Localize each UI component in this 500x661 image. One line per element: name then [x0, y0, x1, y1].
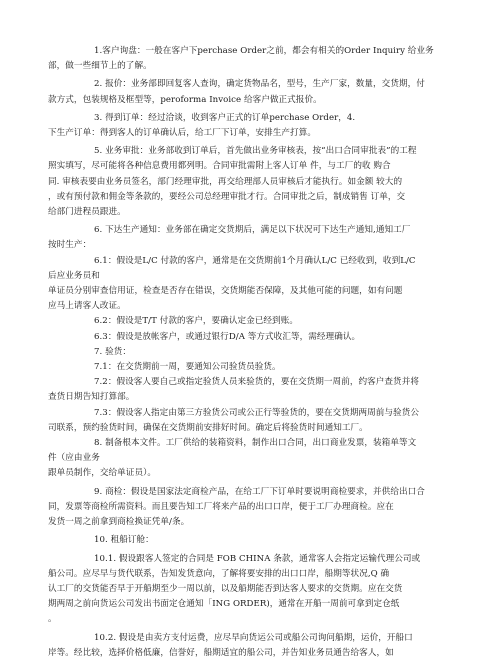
paragraph-7-heading: 7. 验货： — [94, 346, 132, 357]
paragraph-6-1-line-2: 后应业务员和 — [48, 270, 100, 281]
paragraph-6-line-2: 按时生产： — [48, 240, 92, 251]
paragraph-7-2-line-1: 7.2：假设客人要自己或指定验货人员来验货的，要在交货期一周前，约客户查货并将 — [94, 377, 419, 388]
paragraph-6-2: 6.2：假设是T/T 付款的客户，要确认定金已经到账。 — [94, 316, 298, 327]
paragraph-8-line-1: 8. 制备根本文件。工厂供给的装箱资料，制作出口合同，出口商业发票，装箱单等文 — [94, 438, 417, 449]
paragraph-2-line-1: 2. 报价：业务部即回复客人查询，确定货物品名，型号，生产厂家，数量，交货期，付 — [94, 79, 425, 90]
paragraph-8-line-3: 跟单员制作，交给单证员）。 — [48, 468, 157, 479]
paragraph-10-1-line-5: 。 — [48, 614, 57, 625]
paragraph-4-line-1: 下生产订单：得到客人的订单确认后，给工厂下订单，安排生产打算。 — [48, 128, 316, 139]
paragraph-9-line-1: 9. 商检：假设是国家法定商检产品，在给工厂下订单时要说明商检要求，并供给出口合 — [94, 486, 425, 497]
paragraph-6-3: 6.3：假设是放帐客户，或通过银行D/A 等方式收汇等，需经理确认。 — [94, 331, 361, 342]
paragraph-7-3-line-1: 7.3：假设客人指定由第三方验货公司或公正行等验货的，要在交货期两周前与验货公 — [94, 407, 419, 418]
paragraph-10-2-line-2: 岸等。经比较，选择价格低廉，信誉好，船期适宜的船公司，并告知业务员通告给客人，如 — [48, 647, 394, 658]
paragraph-1-line-2: 部，做一些细节上的了解。 — [48, 61, 152, 72]
paragraph-7-1: 7.1：在交货期前一周，要通知公司验货员验货。 — [94, 362, 281, 373]
paragraph-2-line-2: 款方式，包装规格及框型等，peroforma Invoice 给客户做正式报价。 — [48, 94, 322, 105]
paragraph-10-heading: 10. 租船订舱： — [94, 535, 154, 546]
paragraph-9-line-2: 同，发票等商检所需资料。而且要告知工厂将来产品的出口口岸，便于工厂办理商检。应在 — [48, 501, 394, 512]
document-body — [48, 44, 448, 661]
paragraph-10-1-line-3: 认工厂的交货能否早于开船期至少一周以前，以及船期能否到达客人要求的交货期。应在交货 — [48, 583, 403, 594]
paragraph-5-line-4: ，或有预付款和佣金等条款的，要经公司总经理审批才行。合同审批之后，制成销售 订单，交 — [48, 191, 406, 202]
paragraph-5-line-1: 5. 业务审批：业务部收到订单后，首先做出业务审核表，按“出口合同审批表”的工程 — [94, 146, 417, 157]
paragraph-10-1-line-4: 期两周之前向货运公司发出书面定仓通知「ING ORDER)，通常在开船一周前可拿到定仓纸 — [48, 599, 400, 610]
paragraph-5-line-3: 同. 审核表要由业务员签名，部门经理审批，再交给理部人员审核后才能执行。如金额 较大的 — [48, 176, 403, 187]
paragraph-8-line-2: 件（应由业务 — [48, 453, 100, 464]
paragraph-3-line-1: 3. 得到订单：经过洽谈，收到客户正式的订单perchase Order，4. — [94, 112, 356, 123]
paragraph-6-1-line-4: 应马上请客人改证。 — [48, 301, 126, 312]
paragraph-6-1-line-1: 6.1：假设是L/C 付款的客户，通常是在交货期前1个月确认L/C 已经收到，收到L/C — [94, 255, 416, 266]
paragraph-10-1-line-2: 船公司。应尽早与货代联系，告知发货意向，了解将要安排的出口口岸，船期等状况,Q 确 — [48, 568, 390, 579]
paragraph-10-1-line-1: 10.1. 假设跟客人签定的合同是 FOB CHINA 条款，通常客人会指定运输代理公司或 — [94, 553, 421, 564]
paragraph-10-2-line-1: 10.2. 假设是由卖方支付运费，应尽早向货运公司或船公司询问船期，运价，开船口 — [94, 632, 413, 643]
paragraph-5-line-5: 给部门进程员跟进。 — [48, 207, 126, 218]
paragraph-9-line-3: 发货一周之前拿到商检换证凭单/条。 — [48, 517, 190, 528]
paragraph-6-line-1: 6. 下达生产通知：业务部在确定交货期后，满足以下状况可下达生产通知,通知工厂 — [94, 225, 411, 236]
paragraph-1-line-1: 1.客户询盘：一般在客户下perchase Order之前，都会有相关的Order Inquiry 给业务 — [94, 46, 434, 56]
paragraph-5-line-2: 照实填写，尽可能将各种信息费用都列明。合同审批需附上客人订单 件，与工厂的收 购合 — [48, 161, 391, 172]
paragraph-7-2-line-2: 查货日期告知打算部。 — [48, 392, 135, 403]
paragraph-7-3-line-2: 司联系，预约验货时间，确保在交货期前安排好时间。确定后将验货时间通知工厂。 — [48, 422, 368, 433]
paragraph-6-1-line-3: 单证员分别审查信用证，检查是否存在错误，交货期能否保障，及其他可能的问题，如有问题 — [48, 286, 403, 297]
